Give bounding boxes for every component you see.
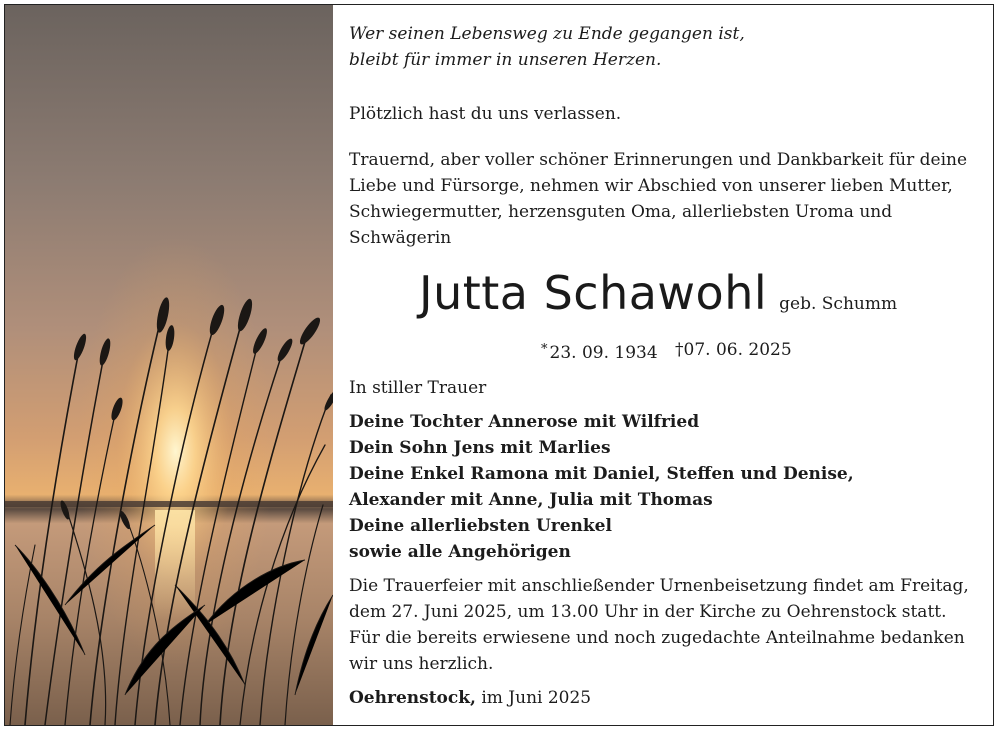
mourner-line: Deine allerliebsten Urenkel — [349, 516, 612, 536]
service-line: Für die bereits erwiesene und noch zugedachte Anteilnahme bedanken — [349, 628, 965, 648]
death-cross-icon: † — [675, 340, 684, 360]
service-line: Die Trauerfeier mit anschließender Urnenbeisetzung findet am Freitag, — [349, 576, 969, 596]
motto-line: Wer seinen Lebensweg zu Ende gegangen ist, — [349, 24, 745, 44]
obituary-text — [349, 5, 989, 725]
announcement-line: Trauernd, aber voller schöner Erinnerungen und Dankbarkeit für deine — [349, 150, 968, 170]
deceased-name-row — [419, 263, 897, 323]
mourner-line: Deine Tochter Annerose mit Wilfried — [349, 412, 700, 432]
sunset-reeds-lake-image — [5, 5, 333, 725]
mourner-line: Deine Enkel Ramona mit Daniel, Steffen und Denise, — [349, 464, 854, 484]
signoff-place: Oehrenstock, — [349, 688, 476, 708]
mourner-line: Alexander mit Anne, Julia mit Thomas — [349, 490, 713, 510]
obituary-card — [4, 4, 994, 726]
service-line: wir uns herzlich. — [349, 654, 494, 674]
death-date: †07. 06. 2025 — [675, 340, 792, 360]
birth-date: * 23. 09. 1934 — [541, 342, 658, 363]
deceased-name: Jutta Schawohl — [419, 266, 768, 320]
signoff — [349, 685, 591, 711]
mourner-line: Dein Sohn Jens mit Marlies — [349, 438, 611, 458]
service-line: dem 27. Juni 2025, um 13.00 Uhr in der Kirche zu Oehrenstock statt. — [349, 602, 947, 622]
maiden-name: geb. Schumm — [779, 294, 898, 314]
announcement-line: Schwiegermutter, herzensguten Oma, allerliebsten Uroma und — [349, 202, 893, 222]
mourner-line: sowie alle Angehörigen — [349, 542, 571, 562]
motto-line: bleibt für immer in unseren Herzen. — [349, 50, 662, 70]
mourning-intro: In stiller Trauer — [349, 378, 487, 398]
announcement-line: Schwägerin — [349, 228, 452, 248]
birth-star-icon: * — [541, 342, 548, 357]
announcement-line: Liebe und Fürsorge, nehmen wir Abschied von unserer lieben Mutter, — [349, 176, 953, 196]
intro-text: Plötzlich hast du uns verlassen. — [349, 104, 622, 124]
signoff-date: im Juni 2025 — [475, 688, 592, 708]
